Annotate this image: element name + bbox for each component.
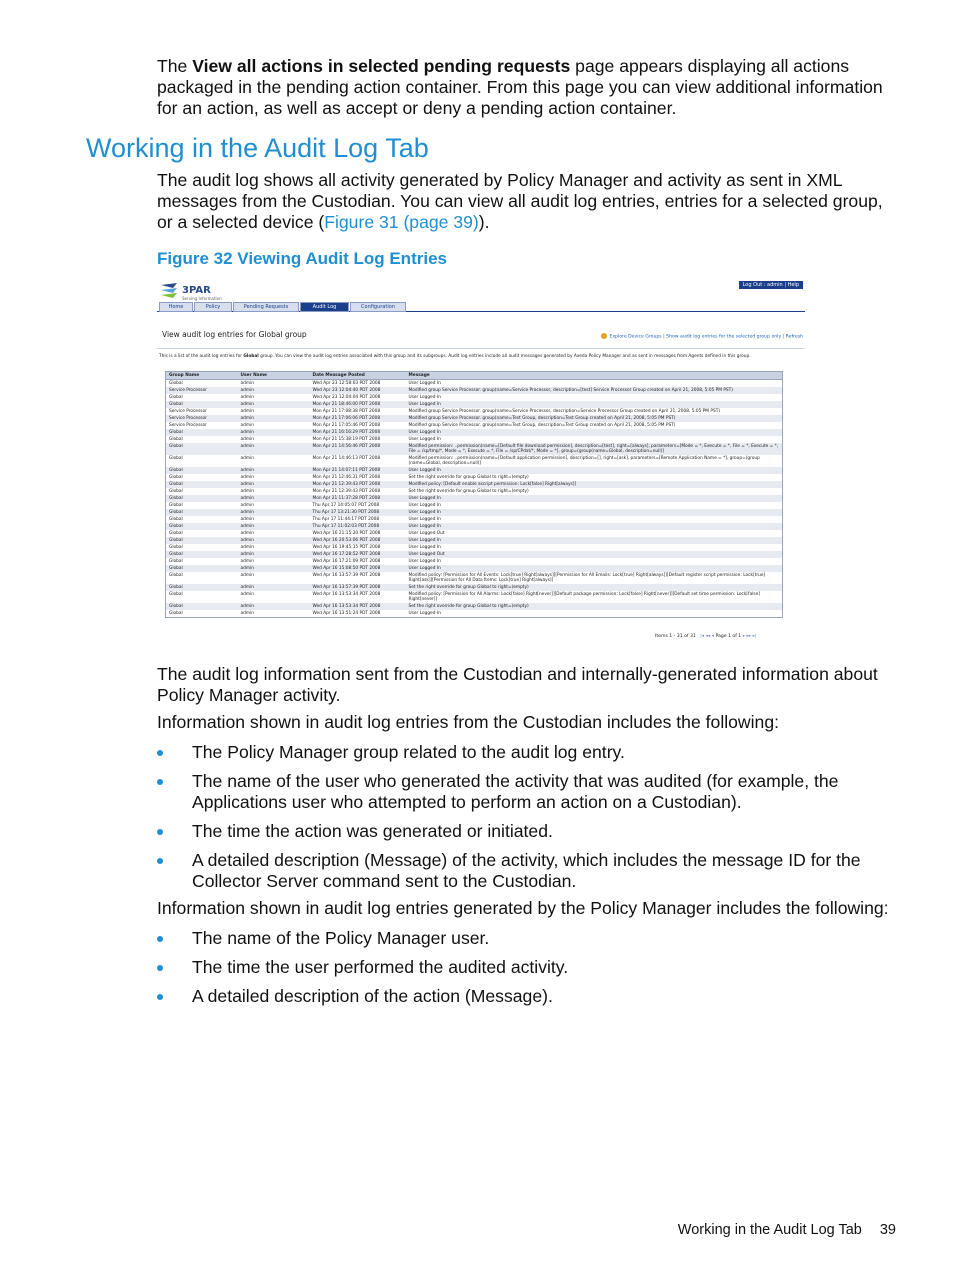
intro-text-bold: View all actions in selected pending requests [192, 56, 571, 76]
table-row[interactable] [166, 495, 783, 502]
figure-link[interactable]: Figure 31 (page 39) [324, 212, 479, 232]
column-header-user-name[interactable]: User Name [238, 372, 310, 380]
cell-date: Wed Apr 16 13:57:39 PDT 2008 [310, 572, 406, 584]
cell-group-name: Global [166, 474, 238, 481]
cell-message: User Logged In [406, 509, 783, 516]
desc-bold: Global [243, 354, 259, 359]
cell-message: User Logged In [406, 610, 783, 618]
cell-date: Wed Apr 23 12:58:03 PDT 2008 [310, 380, 406, 388]
page-number: 39 [879, 1222, 896, 1238]
section-text-pre: The audit log shows all activity generated by Policy Manager and activity as sent in XML messages from the Custodian. You can view all audit log entries, entries for a selected group, or a selected device ( [157, 170, 883, 232]
cell-message: Modified permission: ..permission(name=[Default file download permission], description=[test], right=[always], parameters=[Mode = *, Execute = *, File = *, Execute = *, File = /sp/tmp/*, Mode = *, Execute = *, File = /sp/CPdat/*, Mode = *], group=(group(name=Global, description=null)] [406, 443, 783, 455]
tab-pending-requests[interactable]: Pending Requests [233, 302, 299, 312]
cell-user-name: admin [238, 495, 310, 502]
cell-user-name: admin [238, 443, 310, 455]
cell-group-name: Global [166, 591, 238, 603]
table-header-row [166, 372, 783, 380]
cell-date: Mon Apr 21 17:05:46 PDT 2008 [310, 422, 406, 429]
table-row[interactable] [166, 603, 783, 610]
cell-date: Mon Apr 21 14:46:13 PDT 2008 [310, 455, 406, 467]
items-count: Items 1 - 31 of 31 [655, 634, 696, 639]
page-indicator: Page 1 of 1 [715, 634, 742, 639]
intro-text-pre: The [157, 56, 193, 76]
cell-message: User Logged In [406, 502, 783, 509]
app-header [157, 279, 805, 301]
table-row[interactable] [166, 572, 783, 584]
cell-user-name: admin [238, 394, 310, 401]
list-item [157, 850, 899, 892]
cell-user-name: admin [238, 544, 310, 551]
cell-group-name: Service Processor [166, 408, 238, 415]
cell-user-name: admin [238, 429, 310, 436]
table-row[interactable] [166, 610, 783, 618]
desc-pre: This is a list of the audit log entries for [159, 354, 244, 359]
table-row[interactable] [166, 481, 783, 488]
logout-help-link[interactable]: Log Out : admin | Help [739, 281, 803, 289]
list-item-text: The time the user performed the audited activity. [192, 957, 569, 977]
table-row[interactable] [166, 387, 783, 394]
list-item [157, 821, 899, 842]
cell-message: User Logged In [406, 565, 783, 572]
list-item [157, 742, 899, 763]
cell-user-name: admin [238, 408, 310, 415]
cell-message: User Logged In [406, 436, 783, 443]
cell-user-name: admin [238, 530, 310, 537]
page-heading: View audit log entries for Global group [162, 330, 307, 339]
table-row[interactable] [166, 502, 783, 509]
cell-date: Wed Apr 16 13:53:34 PDT 2008 [310, 603, 406, 610]
figure-caption: Figure 32 Viewing Audit Log Entries [157, 249, 447, 268]
cell-date: Mon Apr 21 12:39:43 PDT 2008 [310, 488, 406, 495]
cell-group-name: Global [166, 523, 238, 530]
cell-message: Modified policy: [Permission for All Alarms: Lock[false] Right[never]][Default package permission: Lock[false] Right[never]][Default set time permission: Lock[false] Right[never]] [406, 591, 783, 603]
section-text-post: ). [478, 212, 490, 232]
cell-user-name: admin [238, 422, 310, 429]
cell-date: Mon Apr 21 14:56:46 PDT 2008 [310, 443, 406, 455]
table-row[interactable] [166, 516, 783, 523]
tab-policy[interactable]: Policy [194, 302, 232, 312]
cell-message: Modified permission: ..permission(name=[Default application permission], description=[], right=[ask], parameters=[Remote Application Name = *], group=(group (name=Global, description=null)] [406, 455, 783, 467]
divider [157, 348, 805, 349]
cell-group-name: Global [166, 436, 238, 443]
cell-date: Wed Apr 16 20:53:06 PDT 2008 [310, 537, 406, 544]
cell-group-name: Global [166, 495, 238, 502]
cell-message: User Logged In [406, 401, 783, 408]
cell-group-name: Service Processor [166, 387, 238, 394]
cell-group-name: Global [166, 530, 238, 537]
table-row[interactable] [166, 394, 783, 401]
cell-user-name: admin [238, 481, 310, 488]
cell-date: Mon Apr 21 14:07:11 PDT 2008 [310, 467, 406, 474]
cell-date: Wed Apr 16 19:45:15 PDT 2008 [310, 544, 406, 551]
cell-date: Thu Apr 17 11:44:17 PDT 2008 [310, 516, 406, 523]
cell-message: User Logged In [406, 544, 783, 551]
brand-name: 3PAR [182, 285, 211, 296]
cell-date: Mon Apr 21 11:37:28 PDT 2008 [310, 495, 406, 502]
cell-message: User Logged In [406, 558, 783, 565]
cell-user-name: admin [238, 523, 310, 530]
next-page-icon[interactable]: ▸ [742, 634, 746, 639]
table-row[interactable] [166, 584, 783, 591]
column-header-date[interactable]: Date Message Posted [310, 372, 406, 380]
explore-icon [601, 333, 607, 339]
cell-group-name: Global [166, 544, 238, 551]
bullet-icon [157, 994, 163, 1000]
bullet-icon [157, 858, 163, 864]
intro-paragraph [157, 56, 899, 119]
table-row[interactable] [166, 429, 783, 436]
list-item [157, 771, 899, 813]
cell-message: User Logged In [406, 537, 783, 544]
table-row[interactable] [166, 558, 783, 565]
cell-group-name: Global [166, 455, 238, 467]
table-row[interactable] [166, 544, 783, 551]
column-header-group-name[interactable]: Group Name [166, 372, 238, 380]
custodian-bullet-list [157, 742, 899, 892]
cell-group-name: Service Processor [166, 415, 238, 422]
cell-user-name: admin [238, 558, 310, 565]
cell-date: Mon Apr 21 17:06:06 PDT 2008 [310, 415, 406, 422]
cell-group-name: Global [166, 558, 238, 565]
cell-user-name: admin [238, 467, 310, 474]
page-description [159, 354, 751, 359]
action-links[interactable] [601, 333, 803, 340]
cell-message: Modified group Service Processor. group(name=Service Processor, description=Service Processor Group created on April 21, 2008, 5:05 PM PST) [406, 408, 783, 415]
tab-home[interactable]: Home [159, 302, 193, 312]
bullet-icon [157, 750, 163, 756]
cell-message: Modified group Service Processor. group(name=Test Group, description=Test Group created on April 21, 2008, 5:05 PM PST) [406, 415, 783, 422]
pagination [655, 634, 756, 639]
list-item-text: The Policy Manager group related to the audit log entry. [192, 742, 625, 762]
list-item-text: The name of the user who generated the activity that was audited (for example, the Applications user who attempted to perform an action on a Custodian). [192, 771, 839, 812]
cell-date: Wed Apr 16 17:21:09 PDT 2008 [310, 558, 406, 565]
cell-message: User Logged In [406, 523, 783, 530]
table-row[interactable] [166, 474, 783, 481]
cell-date: Mon Apr 21 17:08:38 PDT 2008 [310, 408, 406, 415]
audit-log-table [165, 371, 783, 618]
cell-group-name: Global [166, 565, 238, 572]
bullet-icon [157, 779, 163, 785]
table-row[interactable] [166, 488, 783, 495]
bullet-icon [157, 936, 163, 942]
cell-date: Mon Apr 21 12:46:31 PDT 2008 [310, 474, 406, 481]
tab-configuration[interactable]: Configuration [350, 302, 406, 312]
footer-title: Working in the Audit Log Tab [677, 1222, 862, 1238]
table-row[interactable] [166, 530, 783, 537]
cell-group-name: Global [166, 610, 238, 618]
cell-user-name: admin [238, 572, 310, 584]
intro-text-post: page appears displaying all actions packaged in the pending action container. From this page you can view additional information for an action, as well as accept or deny a pending action container. [157, 56, 883, 118]
section-title: Working in the Audit Log Tab [86, 133, 429, 163]
cell-message: User Logged In [406, 495, 783, 502]
action-links-text[interactable]: Explore Device Groups | Show audit log entries for the selected group only | Refresh [609, 334, 803, 340]
desc-post: group. You can view the audit log entries associated with this group and its subgroups. Audit log entries include all audit messages generated by Axeda Policy Manager and as sent in messages from Agents defined in this group. [258, 354, 751, 359]
list-item-text: A detailed description of the action (Message). [192, 986, 553, 1006]
table-row[interactable] [166, 467, 783, 474]
cell-date: Wed Apr 16 15:08:50 PDT 2008 [310, 565, 406, 572]
cell-message: User Logged In [406, 467, 783, 474]
cell-user-name: admin [238, 537, 310, 544]
cell-group-name: Global [166, 401, 238, 408]
cell-message: Set the right override for group Global to right=(empty) [406, 603, 783, 610]
cell-user-name: admin [238, 387, 310, 394]
cell-date: Wed Apr 16 13:57:39 PDT 2008 [310, 584, 406, 591]
cell-date: Thu Apr 17 13:21:30 PDT 2008 [310, 509, 406, 516]
cell-date: Wed Apr 16 13:51:24 PDT 2008 [310, 610, 406, 618]
section-paragraph [157, 170, 899, 233]
cell-message: Set the right override for group Global to right=(empty) [406, 488, 783, 495]
cell-date: Mon Apr 21 18:46:00 PDT 2008 [310, 401, 406, 408]
paragraph-custodian-list-intro: Information shown in audit log entries from the Custodian includes the following: [157, 712, 779, 732]
cell-date: Wed Apr 16 13:53:34 PDT 2008 [310, 591, 406, 603]
cell-group-name: Global [166, 509, 238, 516]
table-row[interactable] [166, 551, 783, 558]
cell-user-name: admin [238, 516, 310, 523]
list-item [157, 957, 899, 978]
cell-group-name: Global [166, 443, 238, 455]
cell-user-name: admin [238, 415, 310, 422]
list-item-text: A detailed description (Message) of the activity, which includes the message ID for the Collector Server command sent to the Custodian. [192, 850, 861, 891]
table-row[interactable] [166, 565, 783, 572]
cell-group-name: Global [166, 488, 238, 495]
cell-group-name: Global [166, 603, 238, 610]
column-header-message[interactable]: Message [406, 372, 783, 380]
table-row[interactable] [166, 436, 783, 443]
cell-message: User Logged In [406, 380, 783, 388]
cell-group-name: Global [166, 467, 238, 474]
cell-user-name: admin [238, 455, 310, 467]
cell-message: Modified group Service Processor. group(name=Test Group, description=Test Group created on April 21, 2008, 5:05 PM PST) [406, 422, 783, 429]
cell-message: User Logged In [406, 516, 783, 523]
table-row[interactable] [166, 591, 783, 603]
cell-date: Thu Apr 17 14:05:07 PDT 2008 [310, 502, 406, 509]
cell-user-name: admin [238, 509, 310, 516]
first-page-icon[interactable]: |◂ [700, 634, 705, 639]
policy-manager-bullet-list [157, 928, 899, 1007]
logo-icon [159, 281, 179, 299]
cell-group-name: Global [166, 572, 238, 584]
cell-user-name: admin [238, 474, 310, 481]
paragraph-policy-manager-list-intro: Information shown in audit log entries generated by the Policy Manager includes the following: [157, 898, 889, 918]
table-row[interactable] [166, 537, 783, 544]
page-footer [678, 1222, 896, 1238]
cell-message: User Logged In [406, 394, 783, 401]
cell-user-name: admin [238, 502, 310, 509]
last-page-icon[interactable]: ▸| [752, 634, 757, 639]
table-row[interactable] [166, 523, 783, 530]
cell-group-name: Global [166, 481, 238, 488]
cell-group-name: Global [166, 551, 238, 558]
cell-user-name: admin [238, 488, 310, 495]
cell-user-name: admin [238, 551, 310, 558]
cell-date: Wed Apr 23 12:04:40 PDT 2008 [310, 387, 406, 394]
cell-date: Wed Apr 23 12:04:04 PDT 2008 [310, 394, 406, 401]
cell-user-name: admin [238, 603, 310, 610]
table-row[interactable] [166, 380, 783, 388]
list-item [157, 928, 899, 949]
cell-group-name: Global [166, 394, 238, 401]
cell-user-name: admin [238, 565, 310, 572]
cell-date: Wed Apr 16 17:28:52 PDT 2008 [310, 551, 406, 558]
cell-group-name: Global [166, 380, 238, 388]
cell-user-name: admin [238, 380, 310, 388]
table-row[interactable] [166, 422, 783, 429]
cell-user-name: admin [238, 591, 310, 603]
table-row[interactable] [166, 401, 783, 408]
paragraph-custodian-info: The audit log information sent from the Custodian and internally-generated information about Policy Manager activity. [157, 664, 878, 705]
cell-group-name: Service Processor [166, 422, 238, 429]
tab-audit-log[interactable]: Audit Log [300, 302, 349, 312]
cell-date: Wed Apr 16 21:15:20 PDT 2008 [310, 530, 406, 537]
cell-group-name: Global [166, 429, 238, 436]
list-item-text: The name of the Policy Manager user. [192, 928, 490, 948]
cell-message: User Logged In [406, 429, 783, 436]
cell-group-name: Global [166, 502, 238, 509]
brand-tagline: Serving Information [182, 296, 222, 301]
cell-message: User Logged Out [406, 551, 783, 558]
cell-date: Thu Apr 17 11:02:03 PDT 2008 [310, 523, 406, 530]
table-row[interactable] [166, 509, 783, 516]
cell-message: Set the right override for group Global to right=(empty) [406, 474, 783, 481]
table-row[interactable] [166, 443, 783, 455]
list-item [157, 986, 899, 1007]
audit-log-screenshot [157, 279, 805, 644]
cell-user-name: admin [238, 610, 310, 618]
cell-message: Modified policy: [Permission for All Events: Lock[true] Right[always]][Permission for All Emails: Lock[true] Right[always]][Default register script permission: Lock[true] Right[ask]][Permission for All Data Items: Lock[true] Right[always]] [406, 572, 783, 584]
cell-date: Mon Apr 21 12:39:43 PDT 2008 [310, 481, 406, 488]
bullet-icon [157, 829, 163, 835]
cell-user-name: admin [238, 436, 310, 443]
cell-group-name: Global [166, 584, 238, 591]
cell-date: Mon Apr 21 16:16:29 PDT 2008 [310, 429, 406, 436]
fwd-page-icon[interactable]: ▸▸ [746, 634, 752, 639]
table-row[interactable] [166, 408, 783, 415]
cell-message: User Logged Out [406, 530, 783, 537]
cell-group-name: Global [166, 537, 238, 544]
prev-page-icon[interactable]: ◂◂ [705, 634, 711, 639]
cell-user-name: admin [238, 584, 310, 591]
back-page-icon[interactable]: ◂ [711, 634, 714, 639]
cell-message: Modified policy: [Default enable ascript permission: Lock[false] Right[always]] [406, 481, 783, 488]
list-item-text: The time the action was generated or initiated. [192, 821, 553, 841]
cell-group-name: Global [166, 516, 238, 523]
cell-user-name: admin [238, 401, 310, 408]
bullet-icon [157, 965, 163, 971]
cell-message: Modified group Service Processor. group(name=Service Processor, description=[test] Service Processor Group created on April 21, 2008, 5:05 PM PST) [406, 387, 783, 394]
table-row[interactable] [166, 415, 783, 422]
cell-message: Set the right override for group Global to right=(empty) [406, 584, 783, 591]
tab-bar [157, 301, 805, 312]
table-row[interactable] [166, 455, 783, 467]
cell-date: Mon Apr 21 15:38:19 PDT 2008 [310, 436, 406, 443]
table-body [166, 380, 783, 618]
